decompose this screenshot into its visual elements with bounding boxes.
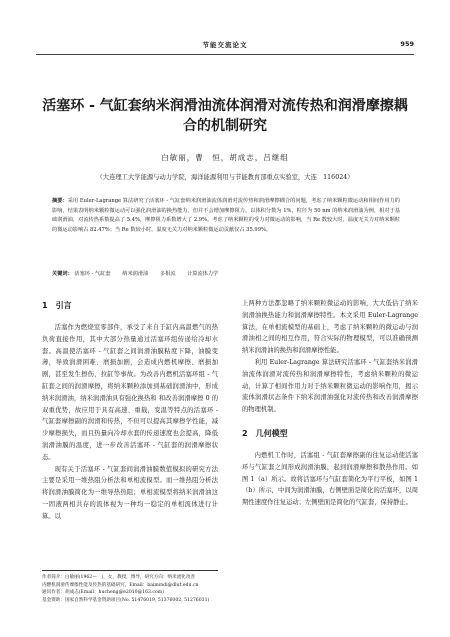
page-number: 959 — [400, 40, 414, 48]
footnote-line: 内燃机润滑传摩擦性能及传热的基础研究，Email：baimindi@dlut.edu.cn — [42, 582, 199, 588]
section-heading-introduction — [42, 300, 218, 312]
body-paragraph: 内燃机工作时，活塞组 - 气缸套摩擦副的往复运动使活塞环与气缸套之间形成润滑油膜，起到润滑摩擦和散热作用。如图 1（a）所示。故将活塞环与气缸套简化为平行平板，如图 1（b）所示，中间为润滑油膜，右侧壁面是简化的活塞环，以周期性速度作往复运动；左侧壁面是简化的气缸套，保持静止。 — [242, 451, 418, 507]
abstract — [52, 197, 400, 236]
paper-title: 活塞环 - 气缸套纳米润滑油流体润滑对流传热和润滑摩擦耦合的机制研究 — [42, 98, 408, 134]
body-paragraph-continued: 上两种方法都忽略了纳米颗粒微运动的影响，大大低估了纳米润滑油换热能力和润滑摩擦特性。本文采用 Euler-Lagrange 算法，在单相流模型的基础上，考虑了纳米颗粒的微运动与润滑油相之间的相互作用，符合实际的物理模型，可以准确预测纳米润滑油的换热和润滑摩擦性能。 — [242, 300, 418, 355]
body-paragraph: 利用 Euler-Lagrange 算法研究活塞环 - 气缸套纳米润滑油流体润滑对流传热和润滑摩擦特性，考虑纳米颗粒的微运动，计算了相间作用力对于纳米颗粒微运动的影响作用，揭示流体润滑状态条件下纳米润滑油强化对流传热和改善润滑摩擦的物理机制。 — [242, 358, 418, 414]
body-paragraph: 活塞作为燃烧室零部件，承受了来自于缸内高温燃气的热负荷直接作用，其中大部分热量通过活塞环组传递给冷却水套。高温使活塞环 - 气缸套之间润滑油膜粘度下降，油膜变薄，导致润滑困难、磨损加剧，会造成内燃机摩擦、磨损加剧，甚至发生擦伤，拉缸等事故。为改善内燃机活塞环组 - 气缸套之间的润滑摩擦，将纳米颗粒添加到基础润滑油中，形成纳米润滑油，纳米润滑油具有强化换热和 和改善润滑摩擦 0 的双重优势，故应用于具有高速、重载，变温等特点的活塞环 - 气缸套摩擦副的润滑和传热，不但可以提高其摩擦学性能，减少摩擦损失，而且热量向冷却水套的传递速度也会提高，降低润滑油膜的温度，进一步改善活塞环 - 气缸套的润滑摩擦状态。 — [42, 324, 218, 461]
running-head — [36, 40, 414, 55]
section-title: 引言 — [55, 301, 72, 310]
journal-running-title: 节能交流论文 — [202, 41, 248, 49]
left-column — [42, 298, 218, 523]
keyword-item: 多相流 — [159, 271, 176, 277]
keywords — [52, 270, 400, 279]
section-number: 1 — [42, 301, 48, 310]
section-heading-geometry — [242, 428, 418, 440]
section-title: 几何模型 — [255, 428, 288, 438]
keywords-label: 关键词： — [52, 271, 73, 277]
body-paragraph: 现有关于活塞环 - 气缸套间润滑油膜数值模拟的研究方法主要是采用一维热阻分析法和单相流模型。而一维热阻分析法将润滑油膜简化为一维导热热阻；单相流模型将纳米润滑油这一固液两相共存的流体视为一种均一稳定的单相流体进行计算。以 — [42, 465, 218, 520]
right-column — [242, 298, 418, 509]
footnote-line: 作者简介：白敏丽(1962— )，女，教授，博导，研究方向：纳米流化改善 — [42, 575, 196, 580]
footnote — [42, 570, 218, 604]
keyword-item: 纳米润滑油 — [122, 271, 149, 277]
paper-authors: 白敏丽，曹 恒，胡成志，吕继组 — [161, 153, 289, 162]
footnote-line: 基金资助：国家自然科学基金资助项目(No. 51476019, 51376002, 51276031) — [42, 597, 210, 603]
footnote-line: 通讯作者：胡成志(Email：hucheng@e2010@163.com) — [42, 590, 164, 596]
abstract-text: 采用 Euler-Lagrange 算法研究了活塞环 - 气缸套纳米润滑油流体润滑对流传热和润滑摩擦耦合的问题，考虑了纳米颗粒微运动和相间作用力的影响，结果表明纳米颗粒微运动可以强化润滑油的换热能力，但并不会增加摩擦阻力。以体积分数为 1%，粒径为 50 nm 的纳米润滑油为例，相对于基础润滑油，对流传热系数提高了 5.4%，摩擦阻力系数增大了 2.9%。考虑了纳米颗粒的受力对微运动的影响，当 Re 数较大时，温度无关力对纳米颗粒的微运动影响占 82.47%；当 Re 数较小时，温度无关力对纳米颗粒微运动贡献仅占 35.99%。 — [52, 198, 400, 234]
keyword-item: 活塞环 - 气缸套 — [74, 271, 111, 277]
paper-affiliation: （大连理工大学能源与动力学院，海洋能源利用与节能教育部重点实验室，大连 116024） — [96, 174, 354, 181]
section-number: 2 — [242, 428, 248, 438]
abstract-label: 摘要： — [52, 198, 68, 204]
keyword-item: 计算流体力学 — [187, 271, 219, 277]
